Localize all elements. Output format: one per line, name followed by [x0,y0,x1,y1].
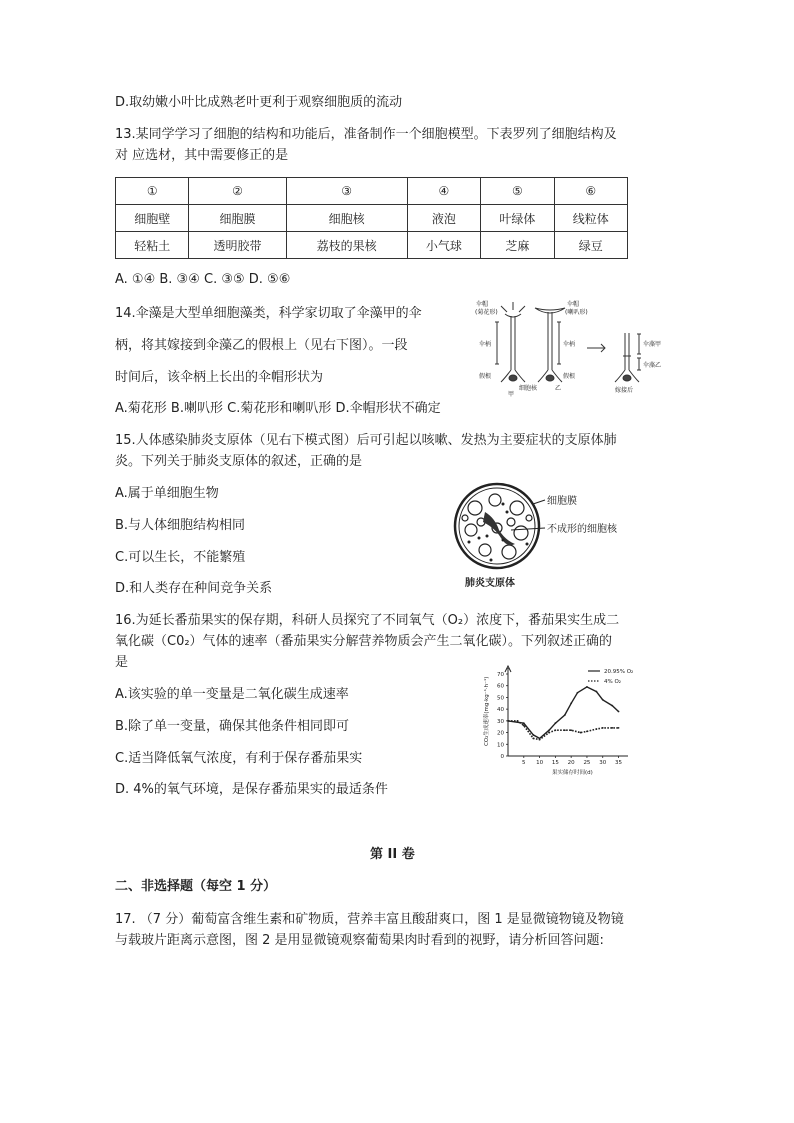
data-point [602,727,604,729]
q12-option-d: D.取幼嫩小叶比成熟老叶更利于观察细胞质的流动 [115,95,403,110]
y-tick-label: 10 [497,742,504,749]
data-point [611,727,613,729]
data-point [596,728,598,730]
cap-left-sub-label: (菊花形) [475,309,498,316]
table-cell: ① [116,178,189,205]
table-row [116,178,628,205]
q15-stem-line2: 炎。下列关于肺炎支原体的叙述，正确的是 [115,454,363,469]
q16-stem-line1: 16.为延长番茄果实的保存期，科研人员探究了不同氧气（O₂）浓度下，番茄果实生成二 [115,613,620,628]
data-point [539,739,541,741]
y-tick-label: 30 [497,718,504,725]
q14-stem-line2: 柄，将其嫁接到伞藻乙的假根上（见右下图）。一段 [115,338,408,353]
q15-stem-line1: 15.人体感染肺炎支原体（见右下模式图）后可引起以咳嗽、发热为主要症状的支原体肺 [115,433,617,448]
membrane-label: 细胞膜 [547,496,577,507]
q13-stem-line2: 对 应选材，其中需要修正的是 [115,148,289,163]
nucleus-shape-jia [509,375,517,381]
cap-right-sub-label: (喇叭形) [565,309,588,316]
mycoplasma-diagram [445,478,645,598]
q16-option-a: A.该实验的单一变量是二氧化碳生成速率 [115,687,349,702]
y-tick-label: 70 [497,672,504,678]
x-tick-label: 25 [583,760,591,766]
x-tick-label: 20 [567,760,575,766]
q14-options: A.菊花形 B.喇叭形 C.菊花形和喇叭形 D.伞帽形状不确定 [115,401,441,416]
label-jia: 甲 [508,391,515,398]
acetabularia-figure [475,298,665,398]
q16-stem-line2: 氧化碳（C0₂）气体的速率（番茄果实分解营养物质会产生二氧化碳）。下列叙述正确的 [115,634,613,649]
figure-caption: 肺炎支原体 [465,578,515,589]
table-cell: 荔枝的果核 [286,232,407,259]
legend-label-a: 20.95% O₂ [604,669,634,675]
q13-stem-line1: 13.某同学学习了细胞的结构和功能后，准备制作一个细胞模型。下表罗列了细胞结构及 [115,127,617,142]
data-point [611,705,613,707]
q15-option-b: B.与人体细胞结构相同 [115,518,246,533]
table-cell: 芝麻 [481,232,554,259]
data-point [577,692,579,694]
label-yi: 乙 [555,385,562,392]
table-cell: 线粒体 [554,205,627,232]
nucleus-shape-graft [623,375,631,381]
table-cell: ② [189,178,286,205]
data-point [586,686,588,688]
data-point [523,725,525,727]
flower-cap-shape [501,302,525,317]
q16-option-b: B.除了单一变量，确保其他条件相同即可 [115,719,350,734]
data-point [523,722,525,724]
y-tick-label: 40 [497,707,504,714]
table-cell: ⑤ [481,178,554,205]
q15-option-d: D.和人类存在种间竞争关系 [115,581,273,596]
q15-option-c: C.可以生长，不能繁殖 [115,550,246,565]
x-tick-label: 30 [599,760,607,766]
stalk-jia-label: 伞藻甲 [643,341,662,348]
rhizoid-label-left: 假根 [479,373,492,380]
trumpet-cap-shape [535,308,565,313]
nucleus-label: 细胞核 [519,385,538,392]
data-point [517,720,519,722]
table-cell: 绿豆 [554,232,627,259]
cell-model-table [115,177,628,259]
data-point [618,711,620,713]
cap-right-label: 伞帽 [567,301,580,308]
table-row [116,232,628,259]
x-tick-label: 15 [551,760,559,766]
table-cell: 液泡 [407,205,480,232]
data-point [564,714,566,716]
y-tick-label: 0 [500,754,504,760]
table-cell: 细胞核 [286,205,407,232]
y-axis-label: CO₂生成速率(mg·kg⁻¹·h⁻¹) [484,676,490,746]
cap-left-label: 伞帽 [476,301,489,308]
q15-option-a: A.属于单细胞生物 [115,486,219,501]
y-tick-label: 20 [497,730,504,737]
q16-stem-line3: 是 [115,655,129,670]
nucleus-shape-yi [546,375,554,381]
data-point [602,699,604,701]
table-cell: 透明胶带 [189,232,286,259]
x-tick-label: 35 [615,760,623,766]
data-point [618,727,620,729]
table-cell: 轻粘土 [116,232,189,259]
q16-option-c: C.适当降低氧气浓度，有利于保存番茄果实 [115,751,363,766]
data-point [564,729,566,731]
y-tick-label: 50 [497,695,504,702]
table-cell: ③ [286,178,407,205]
data-point [507,720,509,722]
section-heading: 二、非选择题（每空 1 分） [115,879,277,894]
data-point [548,729,550,731]
data-point [580,732,582,734]
q14-stem-line3: 时间后，该伞柄上长出的伞帽形状为 [115,370,324,385]
acetabularia-diagram [475,298,665,398]
data-point [596,691,598,693]
table-cell: 细胞壁 [116,205,189,232]
volume-title: 第 II 卷 [370,847,415,862]
q16-option-d: D. 4%的氧气环境，是保存番茄果实的最适条件 [115,782,388,797]
table-cell: ⑥ [554,178,627,205]
data-point [570,702,572,704]
data-point [586,731,588,733]
co2-rate-chart-svg [478,660,638,780]
table-cell: 叶绿体 [481,205,554,232]
x-tick-label: 10 [536,760,544,766]
q14-stem-line1: 14.伞藻是大型单细胞藻类，科学家切取了伞藻甲的伞 [115,306,422,321]
y-tick-label: 60 [497,683,504,690]
co2-rate-chart [478,660,638,780]
table-cell: 小气球 [407,232,480,259]
graft-label: 嫁接后 [615,387,634,394]
stalk-yi-label: 伞藻乙 [643,362,662,369]
table-row [116,205,628,232]
table-cell: ④ [407,178,480,205]
rhizoid-label-right: 假根 [563,373,576,380]
nucleus-label: 不成形的细胞核 [547,524,617,535]
graft-arrow [587,344,605,352]
table-cell: 细胞膜 [189,205,286,232]
q17-stem-line2: 与载玻片距离示意图，图 2 是用显微镜观察葡萄果肉时看到的视野，请分析回答问题: [115,933,604,948]
q13-options: A. ①④ B. ③④ C. ③⑤ D. ⑤⑥ [115,272,291,287]
data-point [554,729,556,731]
legend-label-b: 4% O₂ [604,679,622,685]
x-axis-label: 果实储存时间(d) [552,770,593,776]
x-tick-label: 5 [522,760,526,766]
data-point [554,722,556,724]
q17-stem-line1: 17. （7 分）葡萄富含维生素和矿物质，营养丰富且酸甜爽口，图 1 是显微镜物镜及物镜 [115,912,624,927]
mycoplasma-figure [445,478,645,598]
stalk-label-left: 伞柄 [479,341,492,348]
data-point [548,732,550,734]
data-point [532,734,534,736]
data-point [570,729,572,731]
data-point [532,738,534,740]
stalk-label-right: 伞柄 [563,341,576,348]
